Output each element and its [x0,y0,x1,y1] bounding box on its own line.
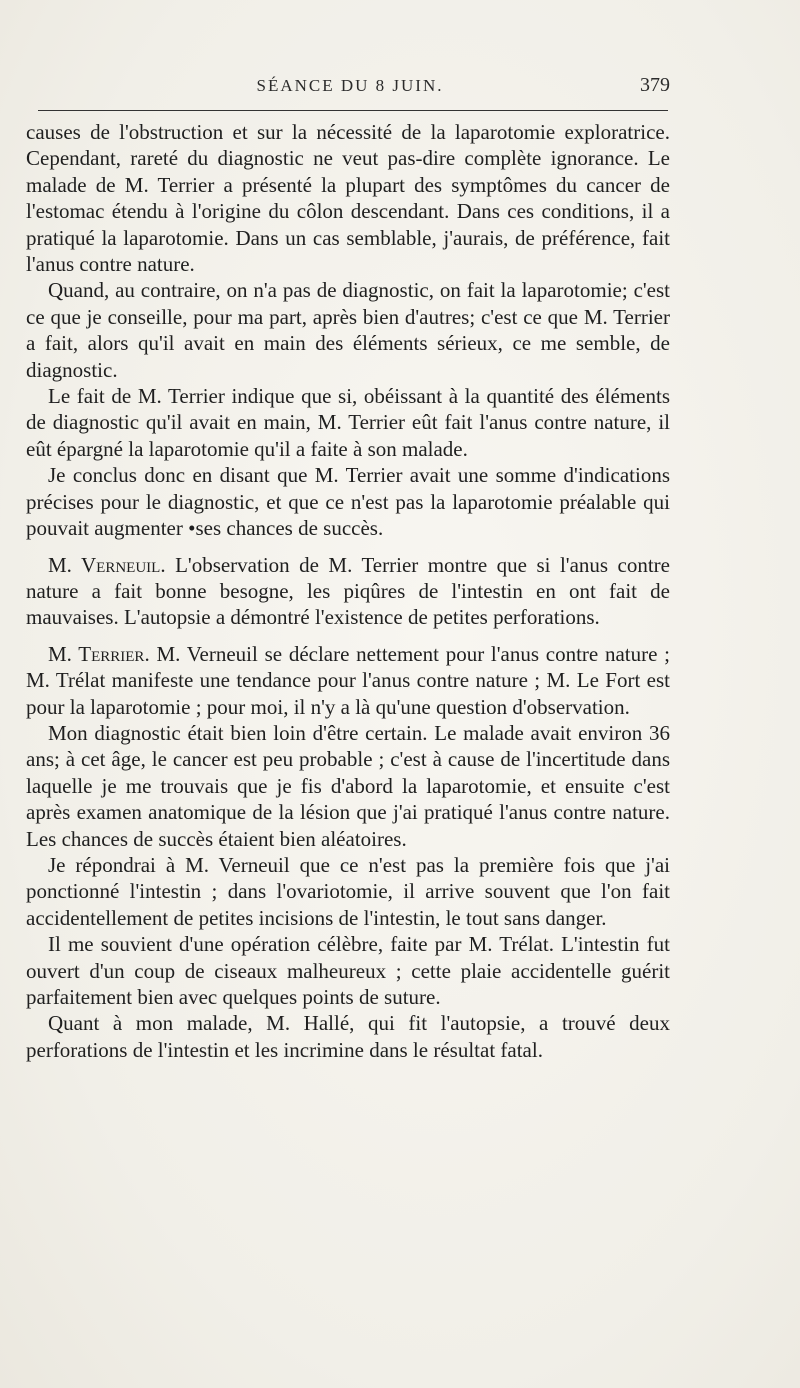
page-number: 379 [640,74,670,96]
paragraph: Il me souvient d'une opération célèbre, faite par M. Trélat. L'intestin fut ouvert d'un coup de ciseaux malheureux ; cette plaie accidentelle guérit parfaitement bien avec quelques points de suture. [26,932,670,1009]
speech-text: L'observation de M. Terrier montre que si l'anus contre nature a fait bonne besogne, les piqûres de l'intestin en ont fait de mauvaises. L'autopsie a démontré l'existence de petites perforations. [26,552,670,630]
speech-text: M. Verneuil se déclare nettement pour l'anus contre nature ; M. Trélat manifeste une tendance pour l'anus contre nature ; M. Le Fort est pour la laparotomie ; pour moi, il n'y a là qu'une question d'observation. [26,641,671,719]
header-rule [38,110,668,111]
speaker-name: M. Terrier. [48,641,150,666]
paragraph: Quand, au contraire, on n'a pas de diagnostic, on fait la laparotomie; c'est ce que je conseille, pour ma part, après bien d'autres; c'est ce que M. Terrier a fait, alors qu'il avait en main des éléments sérieux, ce me semble, de diagnostic. [26,278,670,382]
paragraph: Je répondrai à M. Verneuil que ce n'est pas la première fois que j'ai ponctionné l'intestin ; dans l'ovariotomie, il arrive souvent que l'on fait accidentellement de petites incisions de l'intestin, le tout sans danger. [26,852,670,930]
paragraph: Le fait de M. Terrier indique que si, obéissant à la quantité des éléments de diagnostic qu'il avait en main, M. Terrier eût fait l'anus contre nature, il eût épargné la laparotomie qu'il a faite à son malade. [26,384,670,461]
paragraph-continuation: causes de l'obstruction et sur la nécessité de la laparotomie exploratrice. Cependant, rareté du diagnostic ne veut pas-dire complète ignorance. Le malade de M. Terrier a présenté la plupart des symptômes du cancer de l'estomac étendu à l'origine du côlon descendant. Dans ces conditions, il a pratiqué la laparotomie. Dans un cas semblable, j'aurais, de préférence, fait l'anus contre nature. [26,120,670,277]
speaker-name: M. Verneuil. [48,552,166,577]
paragraph: Quant à mon malade, M. Hallé, qui fit l'autopsie, a trouvé deux perforations de l'intestin et les incrimine dans le résultat fatal. [26,1011,670,1062]
speech-terrier [26,641,670,720]
running-title: SÉANCE DU 8 JUIN. [256,76,444,95]
paragraph: Mon diagnostic était bien loin d'être certain. Le malade avait environ 36 ans; à cet âge, le cancer est peu probable ; c'est à cause de l'incertitude dans laquelle je me trouvais que je fis d'abord la laparotomie, et ensuite c'est après examen anatomique de la lésion que j'ai pratiqué l'anus contre nature. Les chances de succès étaient bien aléatoires. [26,720,670,851]
body-text [26,119,670,1063]
paragraph: Je conclus donc en disant que M. Terrier avait une somme d'indications précises pour le diagnostic, et que ce n'est pas la laparotomie préalable qui pouvait augmenter •ses chances de succès. [26,463,670,541]
running-header [30,74,670,100]
speech-verneuil [26,552,670,631]
